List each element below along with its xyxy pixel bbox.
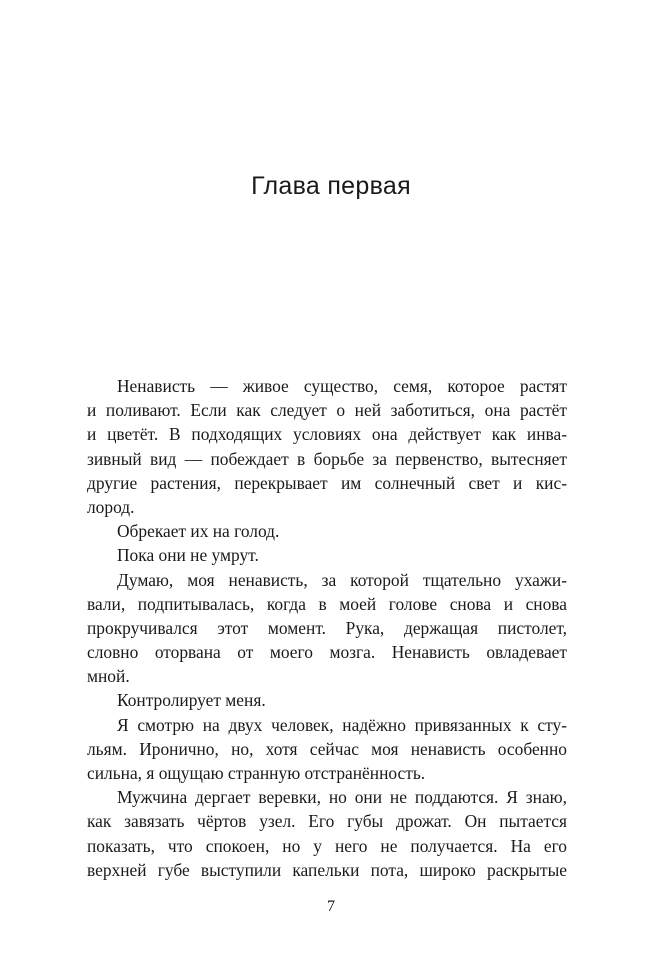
text-line: Думаю, моя ненависть, за которой тщательно ухажи- (117, 569, 567, 590)
text-line: Контролирует меня. (117, 690, 266, 711)
text-line: прокручивался этот момент. Рука, держащая пистолет, (87, 617, 567, 638)
text-line: и цветёт. В подходящих условиях она действует как инва- (87, 424, 567, 445)
text-line: словно оторвана от моего мозга. Ненависть овладевает (87, 642, 567, 663)
text-line: Мужчина дергает веревки, но они не поддаются. Я знаю, (117, 787, 567, 808)
text-line: как завязать чёртов узел. Его губы дрожат. Он пытается (87, 811, 567, 832)
text-line: лород. (87, 496, 135, 517)
text-line: Ненависть — живое существо, семя, которое растят (117, 376, 567, 396)
text-line: другие растения, перекрывает им солнечный свет и кис- (87, 472, 567, 493)
text-line: сильна, я ощущаю странную отстранённость. (87, 763, 426, 783)
text-line: мной. (87, 666, 130, 687)
page-number: 7 (327, 898, 335, 915)
text-line: Пока они не умрут. (117, 545, 259, 566)
text-line: показать, что спокоен, но у него не получается. На его (87, 835, 567, 856)
text-line: и поливают. Если как следует о ней заботиться, она растёт (87, 400, 567, 421)
chapter-title: Глава первая (251, 172, 411, 200)
body-text (87, 374, 567, 882)
text-line: верхней губе выступили капельки пота, широко раскрытые (87, 859, 567, 880)
text-line: зивный вид — побеждает в борьбе за первенство, вытесняет (87, 448, 567, 469)
text-line: вали, подпитывалась, когда в моей голове снова и снова (87, 593, 567, 614)
text-line: Обрекает их на голод. (117, 521, 280, 542)
text-line: льям. Иронично, но, хотя сейчас моя ненависть особенно (87, 738, 567, 759)
text-line: Я смотрю на двух человек, надёжно привязанных к сту- (117, 714, 567, 735)
